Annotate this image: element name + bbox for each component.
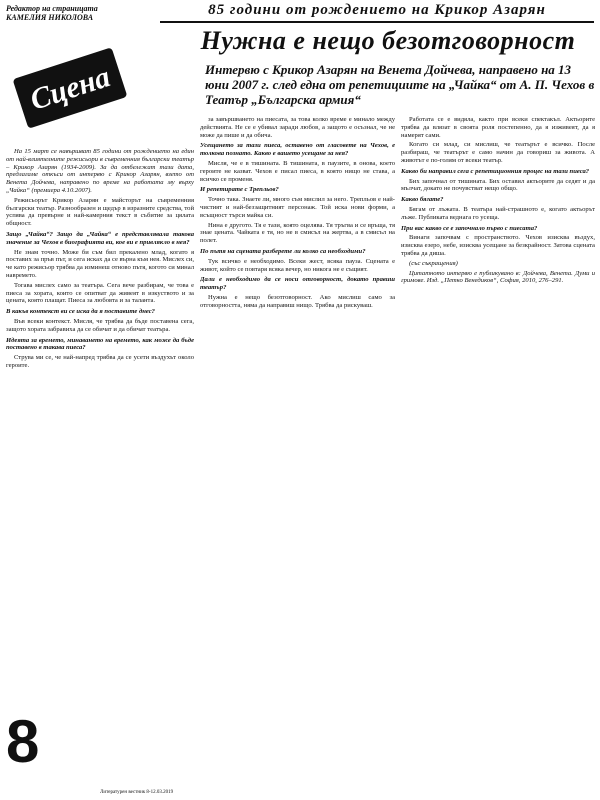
question: Дали е необходимо да се носи отговорност, докато правиш театър?	[200, 276, 395, 292]
paragraph: Тогава мислех само за театъра. Сега вече разбирам, че това е пиеса за хората, които се опитват да живеят в изкуството и за цената, която плащат. Пиеса за любовта и за таланта.	[6, 281, 194, 305]
anniversary-banner: 85 години от рождението на Крикор Азарян	[160, 2, 594, 23]
paragraph: Не знам точно. Може би съм бил прекалено млад, когато я поставих за пръв път, и сега исках да се върна към нея. Мислех си, че като режисьор трябва да изминеш отново пътя, когото си минал навремето.	[6, 248, 194, 279]
paragraph: Работата се е видяла, както при всеки спектакъл. Актьорите трябва да влязат в своята роля постепенно, да я изживеят, да я намерят сами.	[401, 116, 595, 139]
column-3	[401, 116, 595, 792]
headline: Нужна е нещо безотговорност	[200, 26, 576, 55]
question: Защо „Чайка“? Защо да „Чайка“ е представлявала такова значение за Чехов в биографията ви, кое ви е привлякло в нея?	[6, 230, 194, 246]
lead-paragraph: На 15 март се навършват 85 години от рождението на един от най-влиятелните режисьори в съвременния български театър – Крикор Азарян (1934-2009). За да отбележат тази дата, предлагаме откъси от интервю с Крикор Азарян, взето от Венета Дойчева, направено по време на работата му върху „Чайка“ (премиера 4.10.2007).	[6, 148, 194, 194]
footer-imprint: Литературен вестник 8-12.03.2019	[100, 790, 174, 795]
credit-note: (със съкращения)	[409, 259, 458, 267]
page-number: 8	[6, 708, 40, 775]
paragraph: Бягам от лъжата. В театъра най-страшното е, когато актьорът лъже. Публиката веднага го усеща.	[401, 205, 595, 221]
paragraph: Мисля, че е в тишината. В тишината, в паузите, в онова, което героите не казват. Чехов е писал пиеса, в която нищо не става, а всичко се променя.	[200, 159, 395, 183]
paragraph: Нужна е нещо безотговорност. Ако мислиш само за отговорността, няма да направиш нищо. Трябва да рискуваш.	[200, 293, 395, 309]
paragraph: Винаги започвам с пространството. Чехов изисква въздух, изисква езеро, небе, изисква усещане за безкрайност. Затова сцената трябва да диша.	[401, 234, 595, 257]
paragraph: Точно така. Знаете ли, много съм мислил за него. Трепльов е най-чистият и най-беззащитният персонаж. Той иска нови форми, а всъщност търси майка си.	[200, 196, 395, 219]
question: Идеята за времето, минаването на времето, как може да бъде поставено в такава пиеса?	[6, 336, 194, 352]
editor-credit	[6, 4, 156, 22]
paragraph: за завършването на пиесата, за това колко време е минало между действията. Не се е убивал заради любов, а защото е осъзнал, че не може да пише и да обича.	[200, 116, 395, 139]
paragraph: Когато си млад, си мислиш, че театърът е всичко. После разбираш, че театърът е само начин да говориш за живота. А животът е по-голям от всеки театър.	[401, 141, 595, 164]
question: Какво бягате?	[401, 196, 444, 204]
paragraph: Нина е другото. Тя е тази, която оцелява. Тя тръгва и се връща, тя знае цената. Чайката е тя, но не в смисъл на жертва, а в смисъл на полет.	[200, 221, 395, 245]
question: В какъв контекст ви се иска да я поставите днес?	[6, 308, 155, 316]
editor-name: КАМЕЛИЯ НИКОЛОВА	[6, 13, 94, 22]
question: По пътя на сцената разберете ли колко са необходими?	[200, 247, 366, 255]
column-2	[200, 116, 395, 792]
paragraph: Режисьорът Крикор Азарян е майсторът на съвременния български театър. Разнообразен и щедър в изразните средства, той успява да превърне и най-камерния текст в събитие за цялата общност.	[6, 196, 194, 228]
question: Усещането за тази пиеса, оставено от гласовете на Чехов, е толкова познато. Какво е вашето усещане за нея?	[200, 142, 395, 158]
source-note: Цитатното интервю е публикувано в: Дойчева, Венета. Думи и гримове. Изд. „Петко Венедиков“, София, 2010, 276–291.	[401, 269, 595, 285]
stamp-label: Сцена	[26, 60, 115, 117]
paragraph: Тук всичко е необходимо. Всеки жест, всяка пауза. Сцената е живот, който се повтаря всяка вечер, но никога не е същият.	[200, 257, 395, 273]
paragraph: Бих започнал от тишината. Бих оставил актьорите да седят и да мълчат, докато не почувстват нещо общо.	[401, 177, 595, 193]
column-1	[6, 148, 194, 760]
question: Какво би направил сега с репетиционния процес на тази пиеса?	[401, 167, 590, 175]
question: И репетирате с Трепльов?	[200, 186, 279, 194]
question: При вас какво се е започнало първо с пиесата?	[401, 224, 538, 232]
scena-stamp	[10, 28, 130, 148]
paragraph: Струва ми се, че най-напред трябва да се усети въздухът около героите.	[6, 354, 194, 369]
editor-label: Редактор на страницата	[6, 4, 98, 13]
subtitle: Интервю с Крикор Азарян на Венета Дойчева, направено на 13 юни 2007 г. след една от репетициите на „Чайка“ от А. П. Чехов в Театър „Българска армия“	[205, 62, 595, 107]
paragraph: Във всеки контекст. Мисля, че трябва да бъде поставена сега, защото хората забравиха да се обичат и да обичат театъра.	[6, 317, 194, 333]
